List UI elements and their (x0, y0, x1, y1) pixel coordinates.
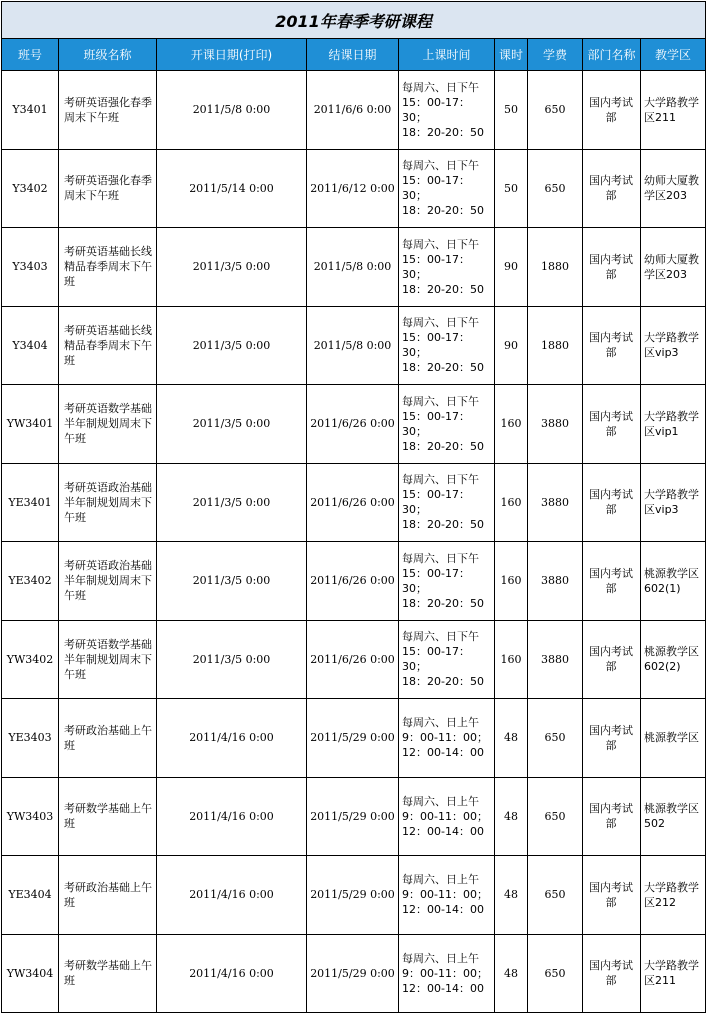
cell-class-time: 每周六、日下午 15：00-17：30； 18：20-20：50 (399, 306, 495, 385)
cell-class-id: YE3401 (2, 463, 59, 542)
cell-start-date: 2011/3/5 0:00 (157, 385, 307, 464)
cell-location: 大学路教学区vip3 (641, 306, 706, 385)
column-header-fee: 学费 (528, 39, 583, 71)
cell-end-date: 2011/5/29 0:00 (307, 934, 399, 1013)
cell-class-id: YW3403 (2, 777, 59, 856)
cell-location: 大学路教学区212 (641, 856, 706, 935)
cell-department: 国内考试部 (583, 71, 641, 150)
cell-class-id: YE3404 (2, 856, 59, 935)
cell-location: 大学路教学区vip1 (641, 385, 706, 464)
cell-class-time: 每周六、日下午 15：00-17：30； 18：20-20：50 (399, 71, 495, 150)
cell-start-date: 2011/5/8 0:00 (157, 71, 307, 150)
cell-class-id: Y3402 (2, 149, 59, 228)
table-row (2, 463, 706, 542)
cell-department: 国内考试部 (583, 699, 641, 778)
cell-start-date: 2011/4/16 0:00 (157, 934, 307, 1013)
cell-fee: 1880 (528, 228, 583, 307)
cell-department: 国内考试部 (583, 934, 641, 1013)
cell-hours: 160 (495, 620, 528, 699)
cell-end-date: 2011/6/26 0:00 (307, 463, 399, 542)
cell-start-date: 2011/3/5 0:00 (157, 463, 307, 542)
table-row (2, 71, 706, 150)
cell-department: 国内考试部 (583, 777, 641, 856)
cell-location: 大学路教学区211 (641, 71, 706, 150)
cell-class-name: 考研政治基础上午班 (59, 856, 157, 935)
cell-class-name: 考研英语强化春季周末下午班 (59, 149, 157, 228)
cell-class-name: 考研英语基础长线精品春季周末下午班 (59, 228, 157, 307)
cell-location: 桃源教学区602(2) (641, 620, 706, 699)
cell-hours: 48 (495, 777, 528, 856)
cell-class-time: 每周六、日下午 15：00-17：30； 18：20-20：50 (399, 463, 495, 542)
cell-hours: 50 (495, 149, 528, 228)
cell-department: 国内考试部 (583, 463, 641, 542)
cell-end-date: 2011/5/8 0:00 (307, 306, 399, 385)
cell-start-date: 2011/4/16 0:00 (157, 856, 307, 935)
cell-class-id: YW3401 (2, 385, 59, 464)
cell-end-date: 2011/5/29 0:00 (307, 777, 399, 856)
cell-hours: 90 (495, 228, 528, 307)
cell-hours: 160 (495, 542, 528, 621)
table-row (2, 385, 706, 464)
cell-start-date: 2011/3/5 0:00 (157, 306, 307, 385)
course-schedule-table (1, 1, 706, 1013)
cell-class-id: Y3403 (2, 228, 59, 307)
cell-department: 国内考试部 (583, 620, 641, 699)
cell-end-date: 2011/5/29 0:00 (307, 699, 399, 778)
cell-end-date: 2011/6/26 0:00 (307, 385, 399, 464)
cell-class-name: 考研英语数学基础半年制规划周末下午班 (59, 385, 157, 464)
cell-end-date: 2011/6/6 0:00 (307, 71, 399, 150)
cell-class-id: Y3404 (2, 306, 59, 385)
cell-hours: 48 (495, 699, 528, 778)
cell-start-date: 2011/3/5 0:00 (157, 542, 307, 621)
cell-class-time: 每周六、日下午 15：00-17：30； 18：20-20：50 (399, 620, 495, 699)
column-header-start-date: 开课日期(打印) (157, 39, 307, 71)
cell-location: 桃源教学区602(1) (641, 542, 706, 621)
cell-fee: 3880 (528, 620, 583, 699)
cell-fee: 1880 (528, 306, 583, 385)
cell-fee: 650 (528, 856, 583, 935)
cell-department: 国内考试部 (583, 228, 641, 307)
column-header-class-name: 班级名称 (59, 39, 157, 71)
cell-class-time: 每周六、日上午 9：00-11：00； 12：00-14：00 (399, 934, 495, 1013)
table-row (2, 777, 706, 856)
cell-class-time: 每周六、日下午 15：00-17：30； 18：20-20：50 (399, 385, 495, 464)
column-header-class-id: 班号 (2, 39, 59, 71)
cell-hours: 50 (495, 71, 528, 150)
table-title: 2011年春季考研课程 (2, 2, 706, 39)
cell-class-name: 考研英语基础长线精品春季周末下午班 (59, 306, 157, 385)
cell-start-date: 2011/3/5 0:00 (157, 228, 307, 307)
cell-end-date: 2011/6/26 0:00 (307, 620, 399, 699)
cell-class-name: 考研英语政治基础半年制规划周末下午班 (59, 542, 157, 621)
cell-end-date: 2011/6/26 0:00 (307, 542, 399, 621)
cell-start-date: 2011/3/5 0:00 (157, 620, 307, 699)
cell-class-id: Y3401 (2, 71, 59, 150)
table-row (2, 620, 706, 699)
table-row (2, 149, 706, 228)
cell-location: 桃源教学区 (641, 699, 706, 778)
cell-location: 幼师大厦教学区203 (641, 149, 706, 228)
cell-location: 大学路教学区vip3 (641, 463, 706, 542)
cell-end-date: 2011/5/8 0:00 (307, 228, 399, 307)
cell-class-id: YW3402 (2, 620, 59, 699)
cell-class-time: 每周六、日上午 9：00-11：00； 12：00-14：00 (399, 699, 495, 778)
cell-start-date: 2011/5/14 0:00 (157, 149, 307, 228)
cell-department: 国内考试部 (583, 385, 641, 464)
cell-start-date: 2011/4/16 0:00 (157, 699, 307, 778)
cell-hours: 48 (495, 856, 528, 935)
cell-location: 大学路教学区211 (641, 934, 706, 1013)
cell-class-name: 考研英语强化春季周末下午班 (59, 71, 157, 150)
table-row (2, 228, 706, 307)
cell-location: 幼师大厦教学区203 (641, 228, 706, 307)
cell-class-name: 考研数学基础上午班 (59, 934, 157, 1013)
table-row (2, 856, 706, 935)
table-row (2, 934, 706, 1013)
cell-class-id: YE3403 (2, 699, 59, 778)
cell-department: 国内考试部 (583, 856, 641, 935)
table-row (2, 699, 706, 778)
cell-fee: 650 (528, 71, 583, 150)
cell-end-date: 2011/5/29 0:00 (307, 856, 399, 935)
cell-class-time: 每周六、日上午 9：00-11：00； 12：00-14：00 (399, 777, 495, 856)
header-row (2, 39, 706, 71)
cell-class-name: 考研英语政治基础半年制规划周末下午班 (59, 463, 157, 542)
cell-start-date: 2011/4/16 0:00 (157, 777, 307, 856)
column-header-end-date: 结课日期 (307, 39, 399, 71)
cell-class-id: YW3404 (2, 934, 59, 1013)
cell-fee: 650 (528, 699, 583, 778)
cell-class-time: 每周六、日下午 15：00-17：30； 18：20-20：50 (399, 149, 495, 228)
table-row (2, 542, 706, 621)
cell-class-name: 考研政治基础上午班 (59, 699, 157, 778)
cell-fee: 650 (528, 934, 583, 1013)
cell-fee: 650 (528, 149, 583, 228)
cell-hours: 48 (495, 934, 528, 1013)
cell-class-id: YE3402 (2, 542, 59, 621)
cell-hours: 160 (495, 463, 528, 542)
cell-fee: 3880 (528, 542, 583, 621)
cell-class-name: 考研英语数学基础半年制规划周末下午班 (59, 620, 157, 699)
column-header-department: 部门名称 (583, 39, 641, 71)
cell-fee: 3880 (528, 385, 583, 464)
cell-fee: 650 (528, 777, 583, 856)
cell-end-date: 2011/6/12 0:00 (307, 149, 399, 228)
cell-class-time: 每周六、日下午 15：00-17：30； 18：20-20：50 (399, 542, 495, 621)
cell-fee: 3880 (528, 463, 583, 542)
cell-hours: 160 (495, 385, 528, 464)
cell-department: 国内考试部 (583, 149, 641, 228)
cell-department: 国内考试部 (583, 542, 641, 621)
table-body (2, 71, 706, 1013)
table-row (2, 306, 706, 385)
column-header-class-time: 上课时间 (399, 39, 495, 71)
cell-class-time: 每周六、日上午 9：00-11：00； 12：00-14：00 (399, 856, 495, 935)
column-header-location: 教学区 (641, 39, 706, 71)
cell-department: 国内考试部 (583, 306, 641, 385)
column-header-hours: 课时 (495, 39, 528, 71)
cell-location: 桃源教学区502 (641, 777, 706, 856)
cell-class-time: 每周六、日下午 15：00-17：30； 18：20-20：50 (399, 228, 495, 307)
cell-hours: 90 (495, 306, 528, 385)
cell-class-name: 考研数学基础上午班 (59, 777, 157, 856)
